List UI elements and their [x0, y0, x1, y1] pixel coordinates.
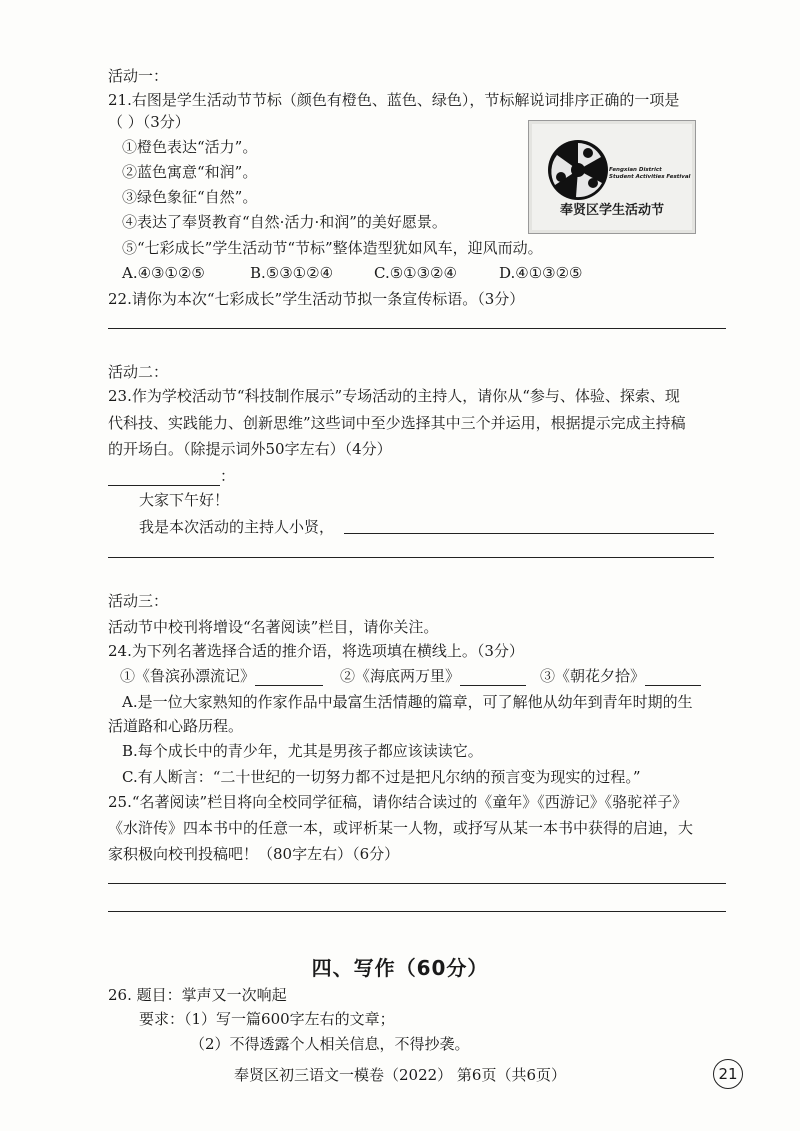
section-title-writing: 四、写作（60分） — [311, 956, 489, 980]
logo-caption: 奉贤区学生活动节 — [559, 203, 664, 218]
q23-colon: ： — [220, 467, 236, 485]
q26-title: 26. 题目：掌声又一次响起 — [108, 986, 287, 1004]
q23-line-3: 的开场白。（除提示词外50字左右）（4分） — [108, 440, 392, 458]
q21-option-c: C.⑤①③②④ — [374, 264, 457, 282]
activity1-heading: 活动一： — [108, 67, 169, 85]
q25-answer-line-1[interactable] — [108, 883, 726, 884]
q23-line-2: 代科技、实践能力、创新思维”这些词中至少选择其中三个并运用，根据提示完成主持稿 — [108, 414, 686, 432]
logo-english-line2: Student Activities Festival — [609, 174, 691, 180]
activity3-heading: 活动三： — [108, 592, 169, 610]
q24-choice-a-2: 活道路和心路历程。 — [108, 717, 244, 735]
q26-requirement-1: 要求：（1）写一篇600字左右的文章； — [139, 1010, 395, 1028]
q26-requirement-2: （2）不得透露个人相关信息，不得抄袭。 — [190, 1035, 470, 1053]
q24-blank-3[interactable] — [645, 667, 701, 686]
activity2-heading: 活动二： — [108, 363, 169, 381]
q21-option-b: B.⑤③①②④ — [250, 264, 334, 282]
q23-greeting: 大家下午好！ — [139, 491, 230, 509]
q24-book-3: ③《朝花夕拾》 — [540, 667, 646, 685]
q21-item-3: ③绿色象征“自然”。 — [122, 188, 258, 206]
q21-item-2: ②蓝色寓意“和润”。 — [122, 163, 258, 181]
q23-intro: 我是本次活动的主持人小贤， — [139, 518, 335, 536]
q24-choice-b: B.每个成长中的青少年，尤其是男孩子都应该读读它。 — [122, 742, 483, 760]
q21-answer-bracket: （ ）（3分） — [108, 113, 190, 131]
q25-line-3: 家积极向校刊投稿吧！（80字左右）（6分） — [108, 845, 400, 863]
q23-answer-line-1[interactable] — [344, 533, 714, 534]
q21-option-a: A.④③①②⑤ — [122, 264, 205, 282]
q23-answer-line-2[interactable] — [108, 557, 714, 558]
pinwheel-icon — [543, 135, 613, 205]
q21-option-d: D.④①③②⑤ — [499, 264, 583, 282]
q22-answer-line[interactable] — [108, 328, 726, 329]
q24-choice-c: C.有人断言：“二十世纪的一切努力都不过是把凡尔纳的预言变为现实的过程。” — [122, 768, 641, 786]
q25-answer-line-2[interactable] — [108, 911, 726, 912]
q24-book-2: ②《海底两万里》 — [340, 667, 461, 685]
page-footer: 奉贤区初三语文一模卷（2022） 第6页（共6页） — [233, 1066, 567, 1084]
festival-logo — [528, 120, 696, 234]
q24-choice-a-1: A.是一位大家熟知的作家作品中最富生活情趣的篇章，可了解他从幼年到青年时期的生 — [122, 693, 693, 711]
q22-stem: 22.请你为本次“七彩成长”学生活动节拟一条宣传标语。（3分） — [108, 290, 525, 308]
q24-book-1: ①《鲁滨孙漂流记》 — [120, 667, 256, 685]
page-badge: 21 — [713, 1059, 743, 1089]
q21-item-5: ⑤“七彩成长”学生活动节“节标”整体造型犹如风车，迎风而动。 — [122, 239, 543, 257]
q21-item-1: ①橙色表达“活力”。 — [122, 138, 258, 156]
q21-stem: 21.右图是学生活动节节标（颜色有橙色、蓝色、绿色），节标解说词排序正确的一项是 — [108, 91, 680, 109]
q24-blank-2[interactable] — [460, 667, 526, 686]
q25-line-1: 25.“名著阅读”栏目将向全校同学征稿，请你结合读过的《童年》《西游记》《骆驼祥子》 — [108, 793, 688, 811]
q24-blank-1[interactable] — [255, 667, 323, 686]
logo-english-line1: Fengxian District — [609, 167, 662, 173]
q24-stem: 24.为下列名著选择合适的推介语，将选项填在横线上。（3分） — [108, 642, 524, 660]
q25-line-2: 《水浒传》四本书中的任意一本，或评析某一人物，或抒写从某一本书中获得的启迪，大 — [108, 819, 694, 837]
q21-item-4: ④表达了奉贤教育“自然·活力·和润”的美好愿景。 — [122, 213, 447, 231]
activity3-intro: 活动节中校刊将增设“名著阅读”栏目，请你关注。 — [108, 618, 439, 636]
q23-line-1: 23.作为学校活动节“科技制作展示”专场活动的主持人，请你从“参与、体验、探索、现 — [108, 387, 680, 405]
q23-salutation-blank[interactable] — [108, 467, 220, 486]
